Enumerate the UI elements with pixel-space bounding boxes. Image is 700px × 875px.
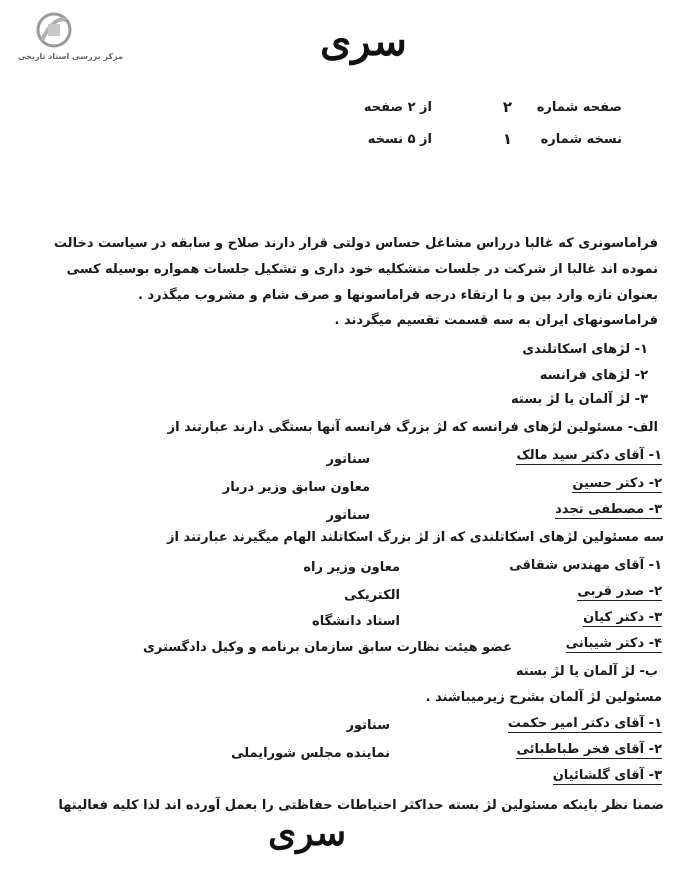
- member-name: ۳- آقای گلشائیان: [552, 768, 662, 783]
- member-title: استاد دانشگاه: [312, 614, 400, 629]
- member-name: ۱- آقای مهندس شقاقی: [509, 558, 662, 573]
- closing-line: ضمنا نظر باینکه مسئولین لژ بسته حداکثر احتیاطات حفاظتی را بعمل آورده اند لذا کلیه فعالیتها: [58, 798, 664, 813]
- copy-of-total: از ۵ نسخه: [367, 132, 432, 147]
- member-title: سناتور: [326, 452, 370, 467]
- intro-line: فراماسونری که غالبا درراس مشاغل حساس دولتی قرار دارند صلاح و سابقه در سیاست دخالت: [53, 236, 658, 251]
- member-name: ۳- مصطفی تجدد: [555, 502, 662, 517]
- section-b-subheading: مسئولین لژ آلمان بشرح زیرمیباشند .: [425, 690, 662, 705]
- category-item: ۱- لژهای اسکاتلندی: [522, 342, 648, 357]
- footer-classification-stamp: سری: [268, 812, 347, 854]
- scottish-heading: سه مسئولین لژهای اسکاتلندی که از لژ بزرگ اسکاتلند الهام میگیرند عبارتند از: [167, 530, 664, 545]
- page-of-total: از ۲ صفحه: [363, 100, 432, 115]
- member-title: سناتور: [326, 508, 370, 523]
- page-number-value: ۲: [502, 98, 512, 116]
- archive-emblem-icon: [34, 10, 74, 50]
- archive-logo: [12, 8, 123, 61]
- member-name: ۱- آقای دکتر امیر حکمت: [507, 716, 662, 731]
- member-title: معاون سابق وزیر دربار: [222, 480, 370, 495]
- member-name: ۴- دکتر شیبانی: [565, 636, 662, 651]
- section-a-heading: الف- مسئولین لژهای فرانسه که لژ بزرگ فرانسه آنها بستگی دارند عبارتند از: [167, 420, 658, 435]
- classification-stamp: سری: [320, 18, 407, 65]
- member-name: ۱- آقای دکتر سید مالک: [516, 448, 662, 463]
- category-item: ۲- لژهای فرانسه: [539, 368, 648, 383]
- intro-line: فراماسونهای ایران به سه قسمت تقسیم میگردند .: [334, 313, 658, 328]
- member-title: سناتور: [346, 718, 390, 733]
- member-title: الکتریکی: [344, 588, 400, 603]
- member-name: ۲- صدر قربی: [577, 584, 662, 599]
- member-title: عضو هیئت نظارت سابق سازمان برنامه و وکیل دادگستری: [142, 640, 512, 655]
- intro-line: بعنوان تازه وارد بین و با ارتقاء درجه فراماسونها و صرف شام و مشروب میگذرد .: [138, 288, 658, 303]
- member-title: معاون وزیر راه: [303, 560, 400, 575]
- archive-name: مرکز بررسی اسناد تاریخی: [18, 52, 123, 61]
- member-name: ۳- دکتر کیان: [583, 610, 662, 625]
- section-b-heading: ب- لژ آلمان یا لژ بسته: [515, 664, 658, 679]
- page-number-label: صفحه شماره: [536, 100, 622, 115]
- intro-line: نموده اند غالبا از شرکت در جلسات متشکلیه خود داری و تشکیل جلسات همواره بوسیله کسی: [66, 262, 658, 277]
- member-title: نماینده مجلس شورایملی: [231, 746, 390, 761]
- member-name: ۲- دکتر حسین: [572, 476, 662, 491]
- member-name: ۲- آقای فخر طباطبائی: [516, 742, 662, 757]
- copy-number-value: ۱: [502, 130, 512, 148]
- copy-number-label: نسخه شماره: [540, 132, 622, 147]
- category-item: ۳- لژ آلمان یا لژ بسته: [511, 392, 648, 407]
